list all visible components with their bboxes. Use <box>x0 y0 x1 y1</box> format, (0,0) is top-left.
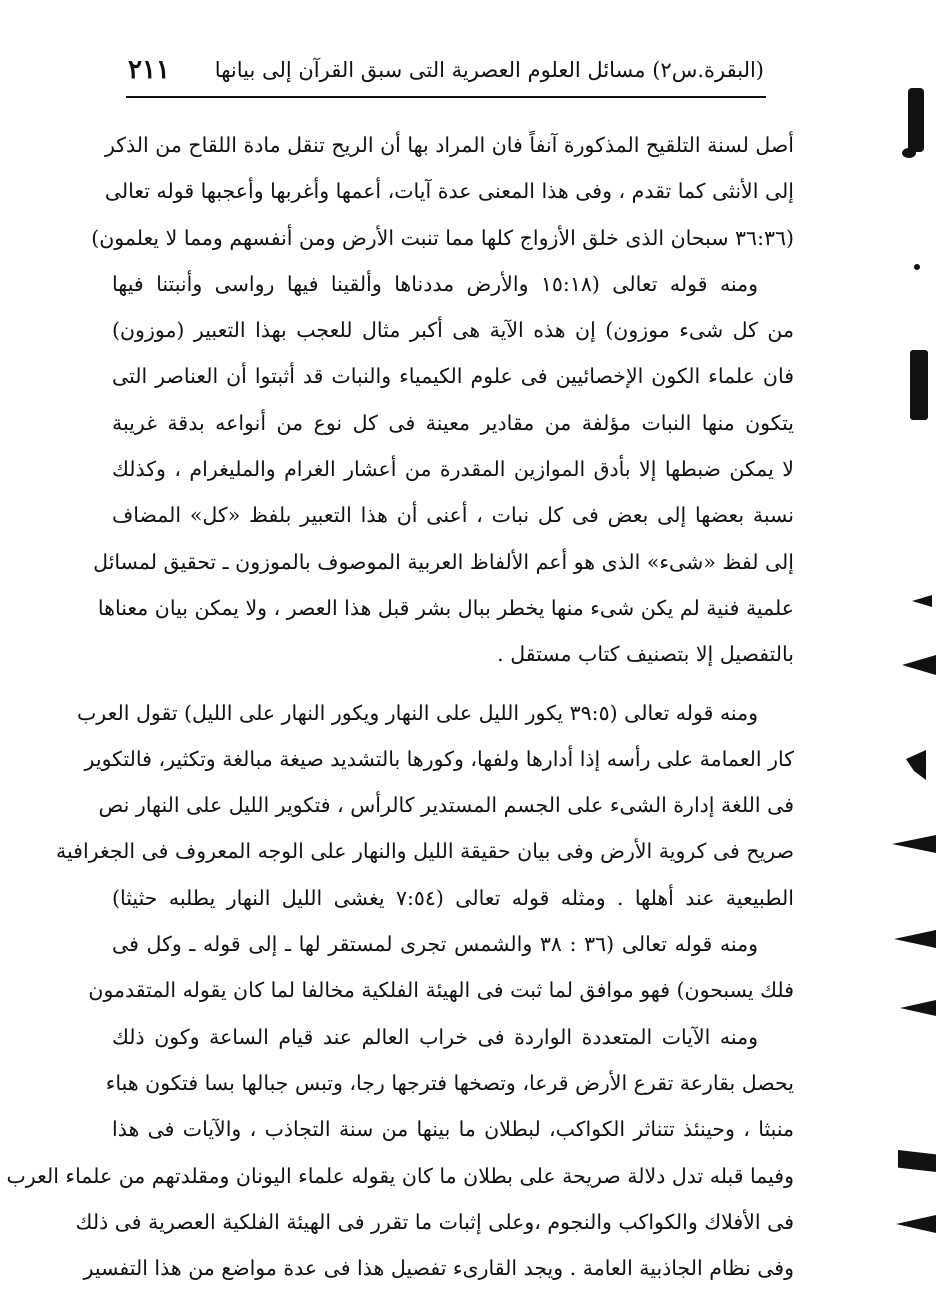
header-rule <box>126 96 766 98</box>
page-number: ٢١١ <box>128 55 170 85</box>
scan-mark <box>912 595 932 607</box>
scan-mark <box>906 750 926 780</box>
text-line: كار العمامة على رأسه إذا أدارها ولفها، وكورها بالتشديد صيغة مبالغة وتكثير، فالتكوير <box>84 746 794 771</box>
text-line: الطبيعية عند أهلها . ومثله قوله تعالى (٧:٥٤ يغشى الليل النهار يطلبه حثيثا) <box>112 885 794 910</box>
text-line: علمية فنية لم يكن شىء منها يخطر ببال بشر قبل هذا العصر ، ولا يمكن بيان معناها <box>97 595 794 620</box>
text-line: إلى لفظ «شىء» الذى هو أعم الألفاظ العربية الموصوف بالموزون ـ تحقيق لمسائل <box>93 549 794 574</box>
text-line: يتكون منها النبات مؤلفة من مقادير معينة فى كل نوع من أنواعه بدقة غريبة <box>112 410 794 435</box>
scan-mark <box>894 930 936 948</box>
text-line: إلى الأنثى كما تقدم ، وفى هذا المعنى عدة آيات، أعمها وأغربها وأعجبها قوله تعالى <box>104 179 794 204</box>
text-line: أصل لسنة التلقيح المذكورة آنفاً فان المراد بها أن الريح تنقل مادة اللقاح من الذكر <box>104 133 794 157</box>
text-line: من كل شىء موزون) إن هذه الآية هى أكبر مثال للعجب بهذا التعبير (موزون) <box>112 318 794 343</box>
text-line: بالتفصيل إلا بتصنيف كتاب مستقل . <box>497 642 794 667</box>
scan-mark <box>914 264 920 270</box>
binding-edge-marks <box>878 0 938 1314</box>
text-line: فى الأفلاك والكواكب والنجوم ،وعلى إثبات ما تقرر فى الهيئة الفلكية العصرية فى ذلك <box>75 1209 794 1234</box>
scan-mark <box>896 1215 936 1233</box>
text-line: منبثا ، وحينئذ تتناثر الكواكب، لبطلان ما بينها من سنة التجاذب ، والآيات فى هذا <box>112 1117 794 1142</box>
page-body <box>6 122 794 1291</box>
scan-mark <box>902 655 936 675</box>
text-line: ومنه الآيات المتعددة الواردة فى خراب العالم عند قيام الساعة وكون ذلك <box>112 1024 758 1049</box>
text-line: وفى نظام الجاذبية العامة . ويجد القارىء تفصيل هذا فى عدة مواضع من هذا التفسير <box>83 1256 794 1281</box>
scan-mark <box>910 350 928 420</box>
text-line: لا يمكن ضبطها إلا بأدق الموازين المقدرة من أعشار الغرام والمليغرام ، وكذلك <box>112 457 794 482</box>
text-line: ومنه قوله تعالى (٣٩:٥ يكور الليل على النهار ويكور النهار على الليل) تقول العرب <box>77 700 758 725</box>
text-line: وفيما قبله تدل دلالة صريحة على بطلان ما كان يقوله علماء اليونان ومقلدتهم من علماء العرب <box>6 1163 794 1188</box>
text-line: فان علماء الكون الإخصائيين فى علوم الكيمياء والنبات قد أثبتوا أن العناصر التى <box>112 364 794 389</box>
scan-mark <box>898 1150 936 1172</box>
text-line: صريح فى كروية الأرض وفى بيان حقيقة الليل والنهار على الوجه المعروف فى الجغرافية <box>56 839 794 864</box>
text-line: (٣٦:٣٦ سبحان الذى خلق الأزواج كلها مما تنبت الأرض ومن أنفسهم ومما لا يعلمون) <box>91 225 794 250</box>
running-title: (البقرة.س٢) مسائل العلوم العصرية التى سبق القرآن إلى بيانها <box>214 58 764 82</box>
scan-mark <box>908 88 924 152</box>
text-line: ومنه قوله تعالى (١٥:١٨ والأرض مددناها وألقينا فيها رواسى وأنبتنا فيها <box>112 271 758 296</box>
running-header <box>128 50 764 90</box>
text-line: فى اللغة إدارة الشىء على الجسم المستدير كالرأس ، فتكوير الليل على النهار نص <box>98 793 794 818</box>
text-line: يحصل بقارعة تقرع الأرض قرعا، وتصخها فترجها رجا، وتبس جبالها بسا فتكون هباء <box>105 1070 794 1095</box>
scan-mark <box>892 835 936 853</box>
scan-mark <box>902 148 916 158</box>
text-line: ومنه قوله تعالى (٣٦ : ٣٨ والشمس تجرى لمستقر لها ـ إلى قوله ـ وكل فى <box>112 932 758 957</box>
scan-mark <box>900 1000 936 1016</box>
text-line: فلك يسبحون) فهو موافق لما ثبت فى الهيئة الفلكية مخالفا لما كان يقوله المتقدمون <box>88 978 794 1003</box>
text-line: نسبة بعضها إلى بعض فى كل نبات ، أعنى أن هذا التعبير بلفظ «كل» المضاف <box>112 503 794 528</box>
